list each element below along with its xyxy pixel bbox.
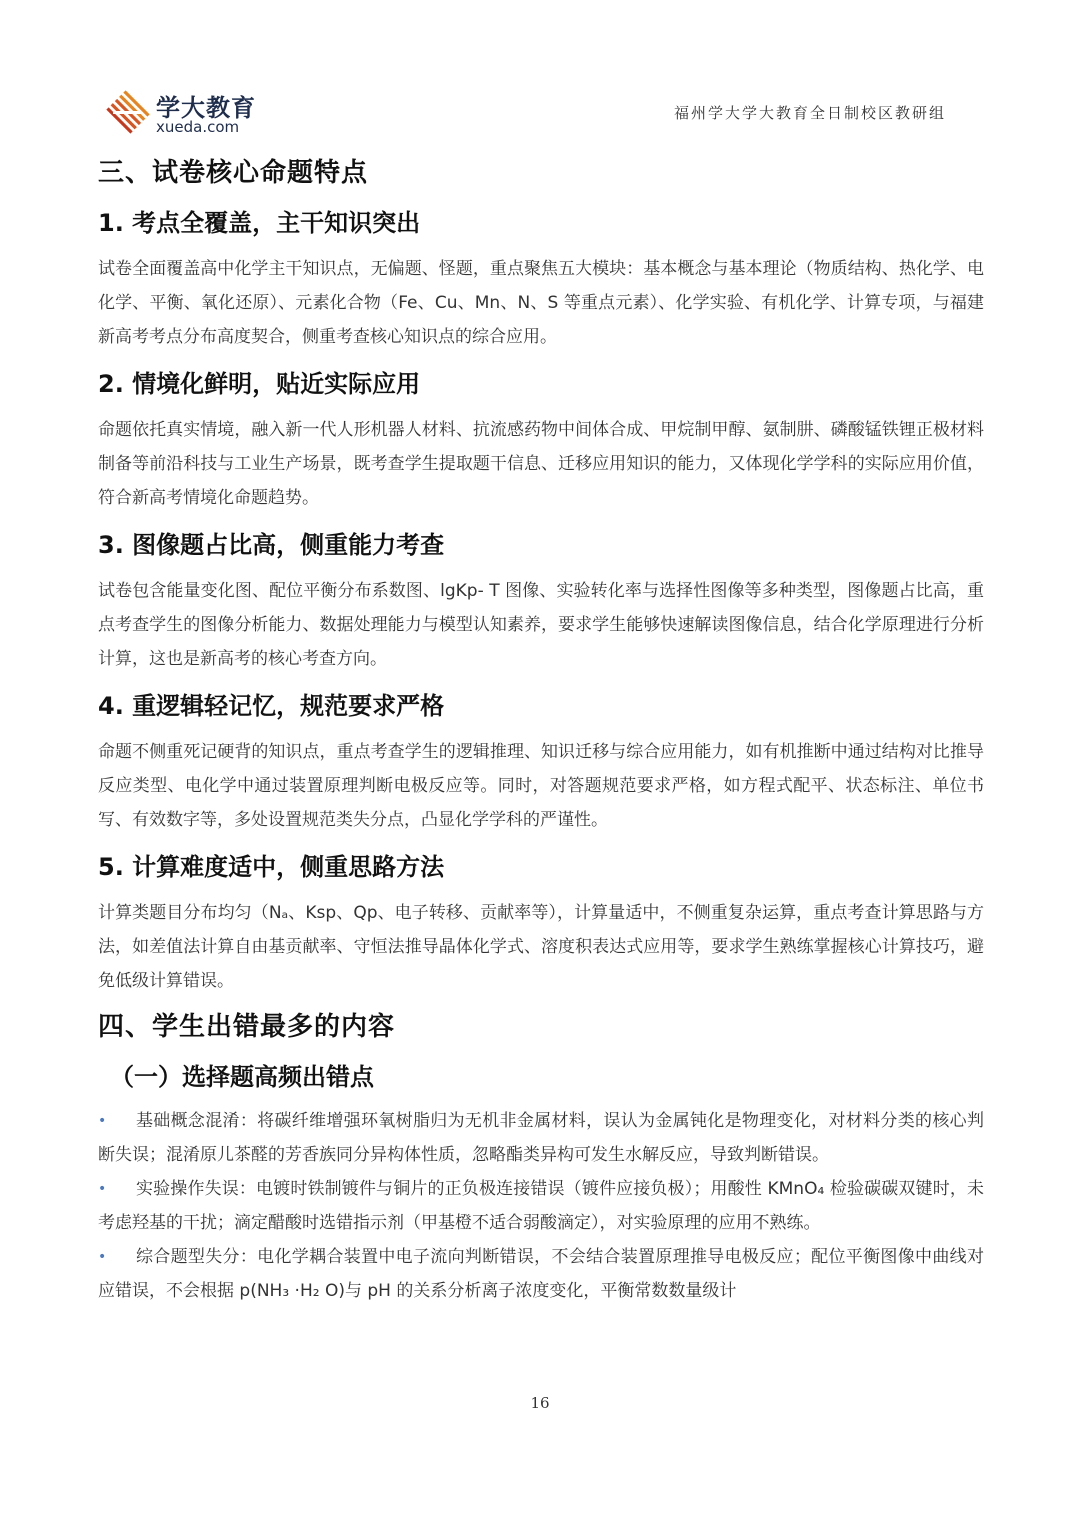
section-3-title: 三、试卷核心命题特点 <box>98 158 369 188</box>
section-3-item-1-heading: 1. 考点全覆盖，主干知识突出 <box>98 209 421 237</box>
xueda-logo <box>100 84 300 140</box>
section-3-item-3-heading: 3. 图像题占比高，侧重能力考查 <box>98 531 445 559</box>
error-point-1-text: 基础概念混淆：将碳纤维增强环氧树脂归为无机非金属材料，误认为金属钝化是物理变化，对材料分类的核心判断失误；混淆原儿茶醛的芳香族同分异构体性质，忽略酯类异构可发生水解反应，导致判断错误。 <box>98 1111 984 1165</box>
error-point-2-text: 实验操作失误：电镀时铁制镀件与铜片的正负极连接错误（镀件应接负极）；用酸性 KMnO₄ 检验碳碳双键时，未考虑羟基的干扰；滴定醋酸时选错指示剂（甲基橙不适合弱酸滴定），对实验原理的应用不熟练。 <box>98 1179 984 1233</box>
error-point-1 <box>98 1104 984 1172</box>
error-point-2 <box>98 1172 984 1240</box>
error-point-3 <box>98 1240 984 1308</box>
section-4-title: 四、学生出错最多的内容 <box>98 1012 396 1042</box>
section-3-item-2-text: 命题依托真实情境，融入新一代人形机器人材料、抗流感药物中间体合成、甲烷制甲醇、氨制肼、磷酸锰铁锂正极材料制备等前沿科技与工业生产场景，既考查学生提取题干信息、迁移应用知识的能力，又体现化学学科的实际应用价值，符合新高考情境化命题趋势。 <box>98 420 984 508</box>
bullet-dot-icon: • <box>98 1249 107 1265</box>
bullet-dot-icon: • <box>98 1181 107 1197</box>
section-3-item-4-text: 命题不侧重死记硬背的知识点，重点考查学生的逻辑推理、知识迁移与综合应用能力，如有机推断中通过结构对比推导反应类型、电化学中通过装置原理判断电极反应等。同时，对答题规范要求严格，如方程式配平、状态标注、单位书写、有效数字等，多处设置规范类失分点，凸显化学学科的严谨性。 <box>98 742 984 830</box>
logo-domain: xueda.com <box>156 118 240 136</box>
section-3-item-4-heading: 4. 重逻辑轻记忆，规范要求严格 <box>98 692 445 720</box>
bullet-dot-icon: • <box>98 1113 107 1129</box>
logo-mark-icon <box>104 90 150 136</box>
page-header <box>100 84 980 140</box>
section-4-subtitle: （一）选择题高频出错点 <box>110 1063 374 1091</box>
section-3-item-1-text: 试卷全面覆盖高中化学主干知识点，无偏题、怪题，重点聚焦五大模块：基本概念与基本理论（物质结构、热化学、电化学、平衡、氧化还原）、元素化合物（Fe、Cu、Mn、N、S 等重点元素）、化学实验、有机化学、计算专项，与福建新高考考点分布高度契合，侧重考查核心知识点的综合应用。 <box>98 259 984 347</box>
section-3-item-2-heading: 2. 情境化鲜明，贴近实际应用 <box>98 370 421 398</box>
logo-chinese-name: 学大教育 <box>156 94 256 122</box>
error-point-3-text: 综合题型失分：电化学耦合装置中电子流向判断错误，不会结合装置原理推导电极反应；配位平衡图像中曲线对应错误，不会根据 p(NH₃ ·H₂ O)与 pH 的关系分析离子浓度变化，平衡常数数量级计 <box>98 1247 984 1301</box>
organization-name: 福州学大学大教育全日制校区教研组 <box>673 104 946 122</box>
section-3-item-3-text: 试卷包含能量变化图、配位平衡分布系数图、lgKp- T 图像、实验转化率与选择性图像等多种类型，图像题占比高，重点考查学生的图像分析能力、数据处理能力与模型认知素养，要求学生能够快速解读图像信息，结合化学原理进行分析计算，这也是新高考的核心考查方向。 <box>98 581 984 669</box>
section-3-item-5-heading: 5. 计算难度适中，侧重思路方法 <box>98 853 445 881</box>
page-number: 16 <box>530 1394 550 1412</box>
page-content <box>98 148 984 1308</box>
section-3-item-5-text: 计算类题目分布均匀（Nₐ、Ksp、Qp、电子转移、贡献率等），计算量适中，不侧重复杂运算，重点考查计算思路与方法，如差值法计算自由基贡献率、守恒法推导晶体化学式、溶度积表达式应用等，要求学生熟练掌握核心计算技巧，避免低级计算错误。 <box>98 903 984 991</box>
